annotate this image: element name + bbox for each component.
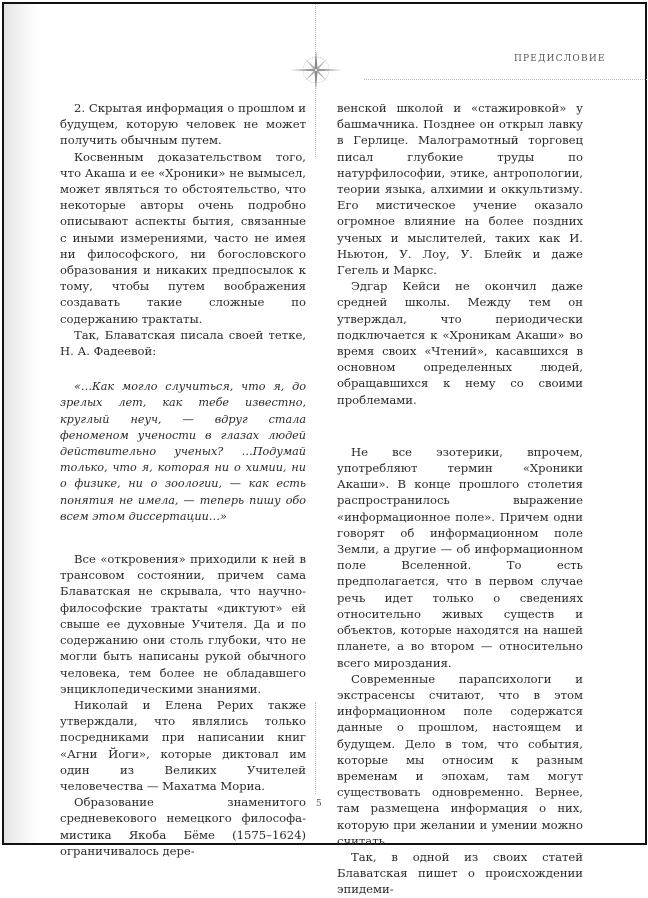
running-head: ПРЕДИСЛОВИЕ <box>514 54 606 64</box>
paragraph: Образование знаменитого средневекового немецкого философа-мистика Якоба Бёме (1575–1624) ограничивалось дере- <box>60 795 306 858</box>
compass-rose-icon <box>290 44 342 96</box>
paragraph: Все «откровения» приходили к ней в трансовом состоянии, причем сама Блаватская не скрывала, что научно-философские трактаты «диктуют» ей свыше ее духовные Учителя. Да и по содержанию они столь глубоки, что не могли быть написаны рукой обычного человека, тем более не обладавшего энциклопедическими знаниями. <box>60 552 306 696</box>
paragraph: Эдгар Кейси не окончил даже средней школы. Между тем он утверждал, что периодически подключается к «Хроникам Акаши» во время своих «Чтений», касавшихся в основном определенных людей, обращавшихся к нему со своими проблемами. <box>337 279 583 407</box>
paragraph: 2. Скрытая информация о прошлом и будущем, которую человек не может получить обычным путем. <box>60 101 306 148</box>
paragraph: Не все эзотерики, впрочем, употребляют термин «Хроники Акаши». В конце прошлого столетия распространилось выражение «информационное поле». Причем одни говорят об информационном поле Земли, а другие — об информационном поле Вселенной. То есть предполагается, что в первом случае речь идет только о сведениях относительно живых существ и объектов, которые находятся на нашей планете, а во втором — относительно всего мироздания. <box>337 444 583 670</box>
paragraph: Так, Блаватская писала своей тетке, Н. А. Фадеевой: <box>60 327 306 359</box>
header-rule <box>364 79 648 80</box>
paragraph: венской школой и «стажировкой» у башмачника. Позднее он открыл лавку в Герлице. Малограмотный торговец писал глубокие труды по натурфилософии, этике, антропологии, теории языка, алхимии и оккультизму. Его мистическое учение оказало огромное влияние на более поздних ученых и мыслителей, таких как И. Ньютон, У. Лоу, У. Блейк и даже Гегель и Маркс. <box>337 101 583 278</box>
block-quote: «…Как могло случиться, что я, до зрелых лет, как тебе известно, круглый неуч, — вдруг стала феноменом учености в глазах людей действительно ученых? …Подумай только, что я, которая ни о химии, ни о физике, ни о зоологии, — как есть понятия не имела, — теперь пишу обо всем этом диссертации…» <box>60 380 306 523</box>
paragraph: Косвенным доказательством того, что Акаша и ее «Хроники» не вымысел, может являться то обстоятельство, что некоторые авторы очень подробно описывают аспекты бытия, связанные с иными измерениями, часто не имея ни философского, ни богословского образования и никаких предпосылок к тому, чтобы путем воображения создавать такие сложные по содержанию трактаты. <box>60 149 306 326</box>
column-divider-bottom <box>315 702 316 794</box>
page-spine-shadow <box>4 4 38 843</box>
paragraph: Николай и Елена Рерих также утверждали, что являлись только посредниками при написании книг «Агни Йоги», которые диктовал им один из Великих Учителей человечества — Махатма Мориа. <box>60 697 306 793</box>
right-column <box>337 100 583 898</box>
book-page <box>2 2 647 897</box>
left-column <box>60 100 306 859</box>
page-number: 5 <box>316 799 322 809</box>
paragraph: Современные парапсихологи и экстрасенсы считают, что в этом информационном поле содержатся данные о прошлом, настоящем и будущем. Дело в том, что события, которые мы относим к разным временам и эпохам, там могут существовать одновременно. Вернее, там размещена информация о них, которую при желании и умении можно считать. <box>337 671 583 848</box>
paragraph: Так, в одной из своих статей Блаватская пишет о происхождении эпидеми- <box>337 849 583 897</box>
